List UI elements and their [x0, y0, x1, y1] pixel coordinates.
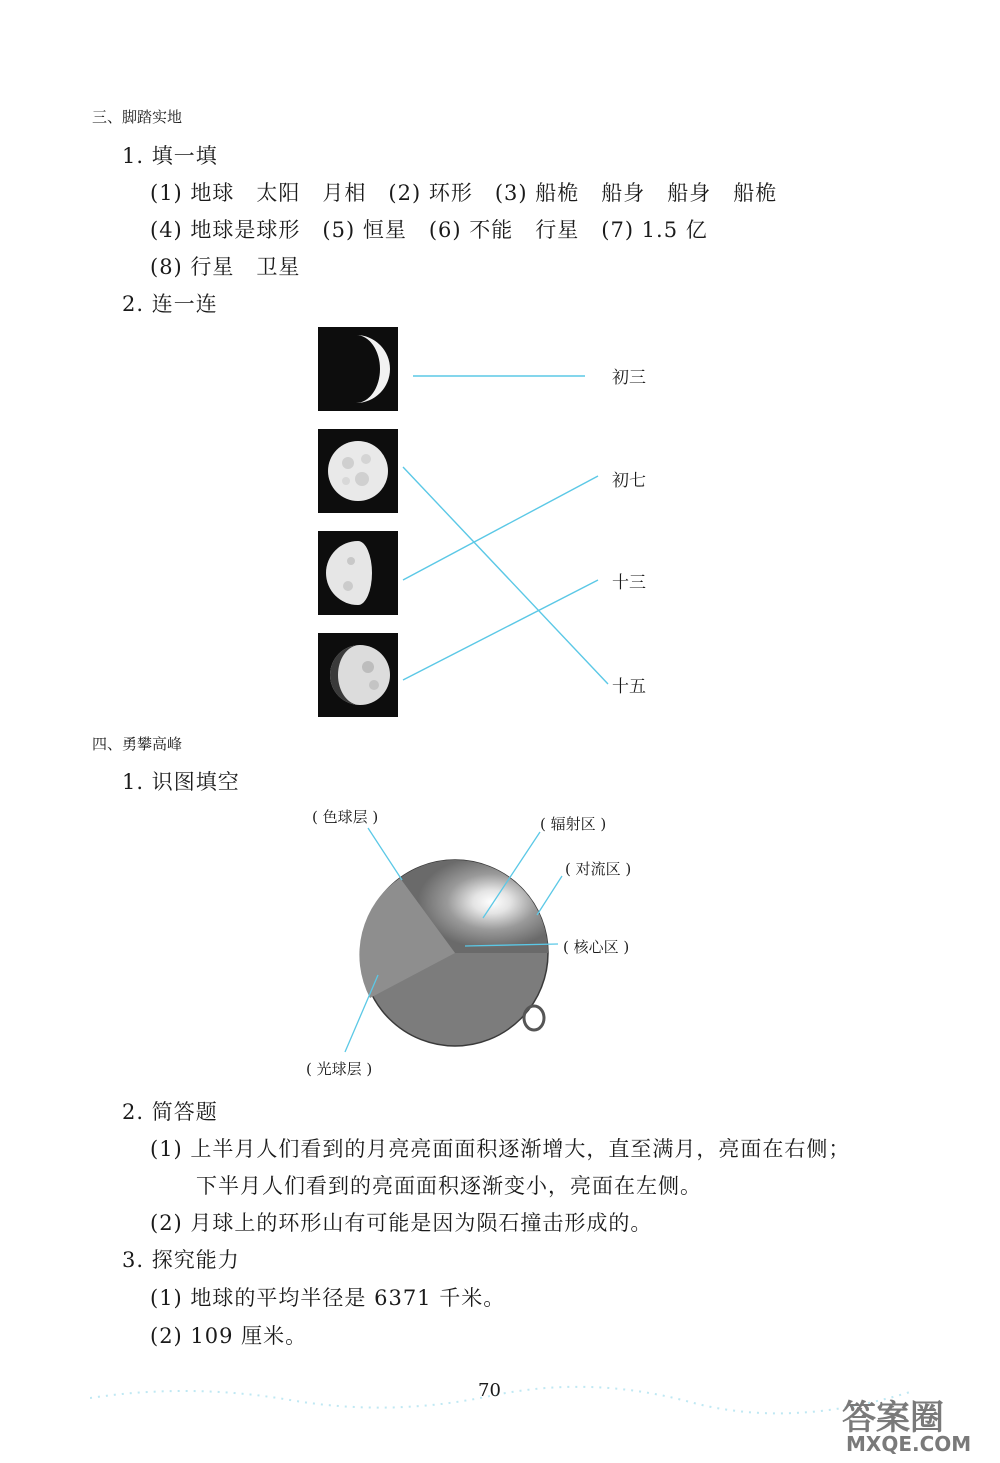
watermark-url: MXQE.COM: [846, 1432, 972, 1456]
q3-heading: 3. 探究能力: [122, 1248, 240, 1272]
q3-answer-1: (1) 地球的平均半径是 6371 千米。: [150, 1286, 506, 1310]
watermark-logo: 答案圈: [842, 1398, 944, 1438]
answer-line-3: (2) 月球上的环形山有可能是因为陨石撞击形成的。: [150, 1211, 653, 1235]
sun-heading: 1. 识图填空: [122, 770, 240, 794]
page-number: 70: [478, 1380, 501, 1401]
label-chromosphere: ( 色球层 ): [312, 808, 379, 826]
q2-heading: 2. 连一连: [122, 292, 218, 316]
label-shisan: 十三: [612, 573, 646, 593]
q1-line-3: (8) 行星 卫星: [150, 255, 301, 279]
q1-line-1: (1) 地球 太阳 月相 (2) 环形 (3) 船桅 船身 船身 船桅: [150, 181, 778, 205]
label-chuqi: 初七: [612, 471, 646, 491]
label-radiative-zone: ( 辐射区 ): [540, 815, 607, 833]
label-core: ( 核心区 ): [563, 938, 630, 956]
label-chusan: 初三: [612, 368, 646, 388]
answer-line-2: 下半月人们看到的亮面面积逐渐变小，亮面在左侧。: [196, 1174, 702, 1198]
q1-line-2: (4) 地球是球形 (5) 恒星 (6) 不能 行星 (7) 1.5 亿: [150, 218, 708, 242]
label-shiwu: 十五: [612, 677, 646, 697]
section4-title: 四、勇攀高峰: [92, 735, 183, 753]
label-photosphere: ( 光球层 ): [306, 1060, 373, 1078]
q2-short-answer-heading: 2. 简答题: [122, 1100, 218, 1124]
answer-line-1: (1) 上半月人们看到的月亮亮面面积逐渐增大，直至满月，亮面在右侧；: [150, 1137, 851, 1161]
q3-answer-2: (2) 109 厘米。: [150, 1324, 308, 1348]
section3-title: 三、脚踏实地: [92, 108, 183, 126]
label-convective-zone: ( 对流区 ): [565, 860, 632, 878]
q1-heading: 1. 填一填: [122, 144, 218, 168]
